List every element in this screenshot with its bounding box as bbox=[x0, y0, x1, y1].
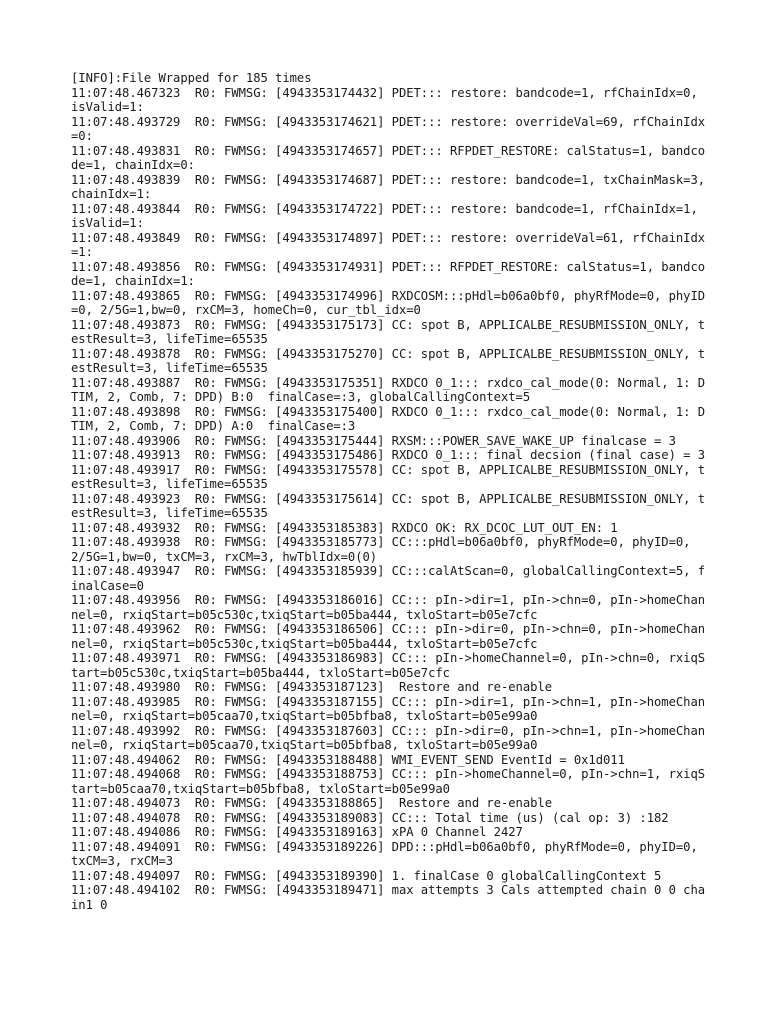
log-line: 11:07:48.494078 R0: FWMSG: [4943353189083] CC::: Total time (us) (cal op: 3) :182 bbox=[71, 810, 669, 825]
log-line: 11:07:48.493917 R0: FWMSG: [4943353175578] CC: spot B, APPLICALBE_RESUBMISSION_ONLY, testResult=3, lifeTime=65535 bbox=[71, 462, 706, 491]
log-line: 11:07:48.493980 R0: FWMSG: [4943353187123] Restore and re-enable bbox=[71, 680, 552, 694]
log-line: 11:07:48.493887 R0: FWMSG: [4943353175351] RXDCO 0_1::: rxdco_cal_mode(0: Normal, 1: DTIM, 2, Comb, 7: DPD) B:0 finalCase=:3, globalCallingContext=5 bbox=[71, 375, 706, 404]
log-line: 11:07:48.494068 R0: FWMSG: [4943353188753] CC::: pIn->homeChannel=0, pIn->chn=1, rxiqStart=b05caa70,txiqStart=b05bfba8, txloStart=b05e99a0 bbox=[71, 767, 706, 796]
log-line: 11:07:48.494097 R0: FWMSG: [4943353189390] 1. finalCase 0 globalCallingContext 5 bbox=[71, 868, 662, 883]
log-line: 11:07:48.493956 R0: FWMSG: [4943353186016] CC::: pIn->dir=1, pIn->chn=0, pIn->homeChannel=0, rxiqStart=b05c530c,txiqStart=b05ba444, txloStart=b05e7cfc bbox=[71, 593, 706, 622]
log-line: 11:07:48.493878 R0: FWMSG: [4943353175270] CC: spot B, APPLICALBE_RESUBMISSION_ONLY, testResult=3, lifeTime=65535 bbox=[71, 346, 706, 375]
log-line: 11:07:48.493962 R0: FWMSG: [4943353186506] CC::: pIn->dir=0, pIn->chn=0, pIn->homeChannel=0, rxiqStart=b05c530c,txiqStart=b05ba444, txloStart=b05e7cfc bbox=[71, 622, 706, 651]
log-line: 11:07:48.494086 R0: FWMSG: [4943353189163] xPA 0 Channel 2427 bbox=[71, 825, 523, 839]
log-line: 11:07:48.493844 R0: FWMSG: [4943353174722] PDET::: restore: bandcode=1, rfChainIdx=1, isValid=1: bbox=[71, 201, 706, 230]
log-line: 11:07:48.494073 R0: FWMSG: [4943353188865] Restore and re-enable bbox=[71, 796, 552, 810]
log-line: 11:07:48.493906 R0: FWMSG: [4943353175444] RXSM:::POWER_SAVE_WAKE_UP finalcase = 3 bbox=[71, 433, 676, 448]
log-line: 11:07:48.493923 R0: FWMSG: [4943353175614] CC: spot B, APPLICALBE_RESUBMISSION_ONLY, testResult=3, lifeTime=65535 bbox=[71, 491, 706, 520]
log-line: 11:07:48.493831 R0: FWMSG: [4943353174657] PDET::: RFPDET_RESTORE: calStatus=1, bandcode=1, chainIdx=0: bbox=[71, 143, 706, 172]
log-line: 11:07:48.493865 R0: FWMSG: [4943353174996] RXDCOSM:::pHdl=b06a0bf0, phyRfMode=0, phyID=0, 2/5G=1,bw=0, rxCM=3, homeCh=0, cur_tbl_idx=0 bbox=[71, 288, 706, 317]
log-line: 11:07:48.493938 R0: FWMSG: [4943353185773] CC:::pHdl=b06a0bf0, phyRfMode=0, phyID=0, 2/5G=1,bw=0, txCM=3, rxCM=3, hwTblIdx=0(0) bbox=[71, 535, 698, 564]
log-text-block bbox=[71, 71, 711, 912]
log-line: [INFO]:File Wrapped for 185 times bbox=[71, 71, 312, 85]
log-line: 11:07:48.467323 R0: FWMSG: [4943353174432] PDET::: restore: bandcode=1, rfChainIdx=0, isValid=1: bbox=[71, 85, 706, 114]
log-line: 11:07:48.493985 R0: FWMSG: [4943353187155] CC::: pIn->dir=1, pIn->chn=1, pIn->homeChannel=0, rxiqStart=b05caa70,txiqStart=b05bfba8, txloStart=b05e99a0 bbox=[71, 694, 706, 723]
log-line: 11:07:48.494091 R0: FWMSG: [4943353189226] DPD:::pHdl=b06a0bf0, phyRfMode=0, phyID=0, txCM=3, rxCM=3 bbox=[71, 839, 706, 868]
log-line: 11:07:48.493849 R0: FWMSG: [4943353174897] PDET::: restore: overrideVal=61, rfChainIdx=1: bbox=[71, 230, 706, 259]
log-line: 11:07:48.493932 R0: FWMSG: [4943353185383] RXDCO OK: RX_DCOC_LUT_OUT_EN: 1 bbox=[71, 520, 618, 535]
log-line: 11:07:48.494062 R0: FWMSG: [4943353188488] WMI_EVENT_SEND EventId = 0x1d011 bbox=[71, 752, 625, 767]
log-line: 11:07:48.493839 R0: FWMSG: [4943353174687] PDET::: restore: bandcode=1, txChainMask=3, chainIdx=1: bbox=[71, 172, 713, 201]
log-line: 11:07:48.493947 R0: FWMSG: [4943353185939] CC:::calAtScan=0, globalCallingContext=5, finalCase=0 bbox=[71, 564, 706, 593]
log-line: 11:07:48.493898 R0: FWMSG: [4943353175400] RXDCO 0_1::: rxdco_cal_mode(0: Normal, 1: DTIM, 2, Comb, 7: DPD) A:0 finalCase=:3 bbox=[71, 404, 706, 433]
log-line: 11:07:48.493992 R0: FWMSG: [4943353187603] CC::: pIn->dir=0, pIn->chn=1, pIn->homeChannel=0, rxiqStart=b05caa70,txiqStart=b05bfba8, txloStart=b05e99a0 bbox=[71, 723, 706, 752]
log-line: 11:07:48.493913 R0: FWMSG: [4943353175486] RXDCO 0_1::: final decsion (final case) = 3 bbox=[71, 448, 706, 462]
log-line: 11:07:48.493971 R0: FWMSG: [4943353186983] CC::: pIn->homeChannel=0, pIn->chn=0, rxiqStart=b05c530c,txiqStart=b05ba444, txloStart=b05e7cfc bbox=[71, 651, 706, 680]
log-line: 11:07:48.493856 R0: FWMSG: [4943353174931] PDET::: RFPDET_RESTORE: calStatus=1, bandcode=1, chainIdx=1: bbox=[71, 259, 706, 288]
log-line: 11:07:48.493729 R0: FWMSG: [4943353174621] PDET::: restore: overrideVal=69, rfChainIdx=0: bbox=[71, 114, 706, 143]
log-line: 11:07:48.493873 R0: FWMSG: [4943353175173] CC: spot B, APPLICALBE_RESUBMISSION_ONLY, testResult=3, lifeTime=65535 bbox=[71, 317, 706, 346]
log-line: 11:07:48.494102 R0: FWMSG: [4943353189471] max attempts 3 Cals attempted chain 0 0 chain1 0 bbox=[71, 883, 706, 912]
